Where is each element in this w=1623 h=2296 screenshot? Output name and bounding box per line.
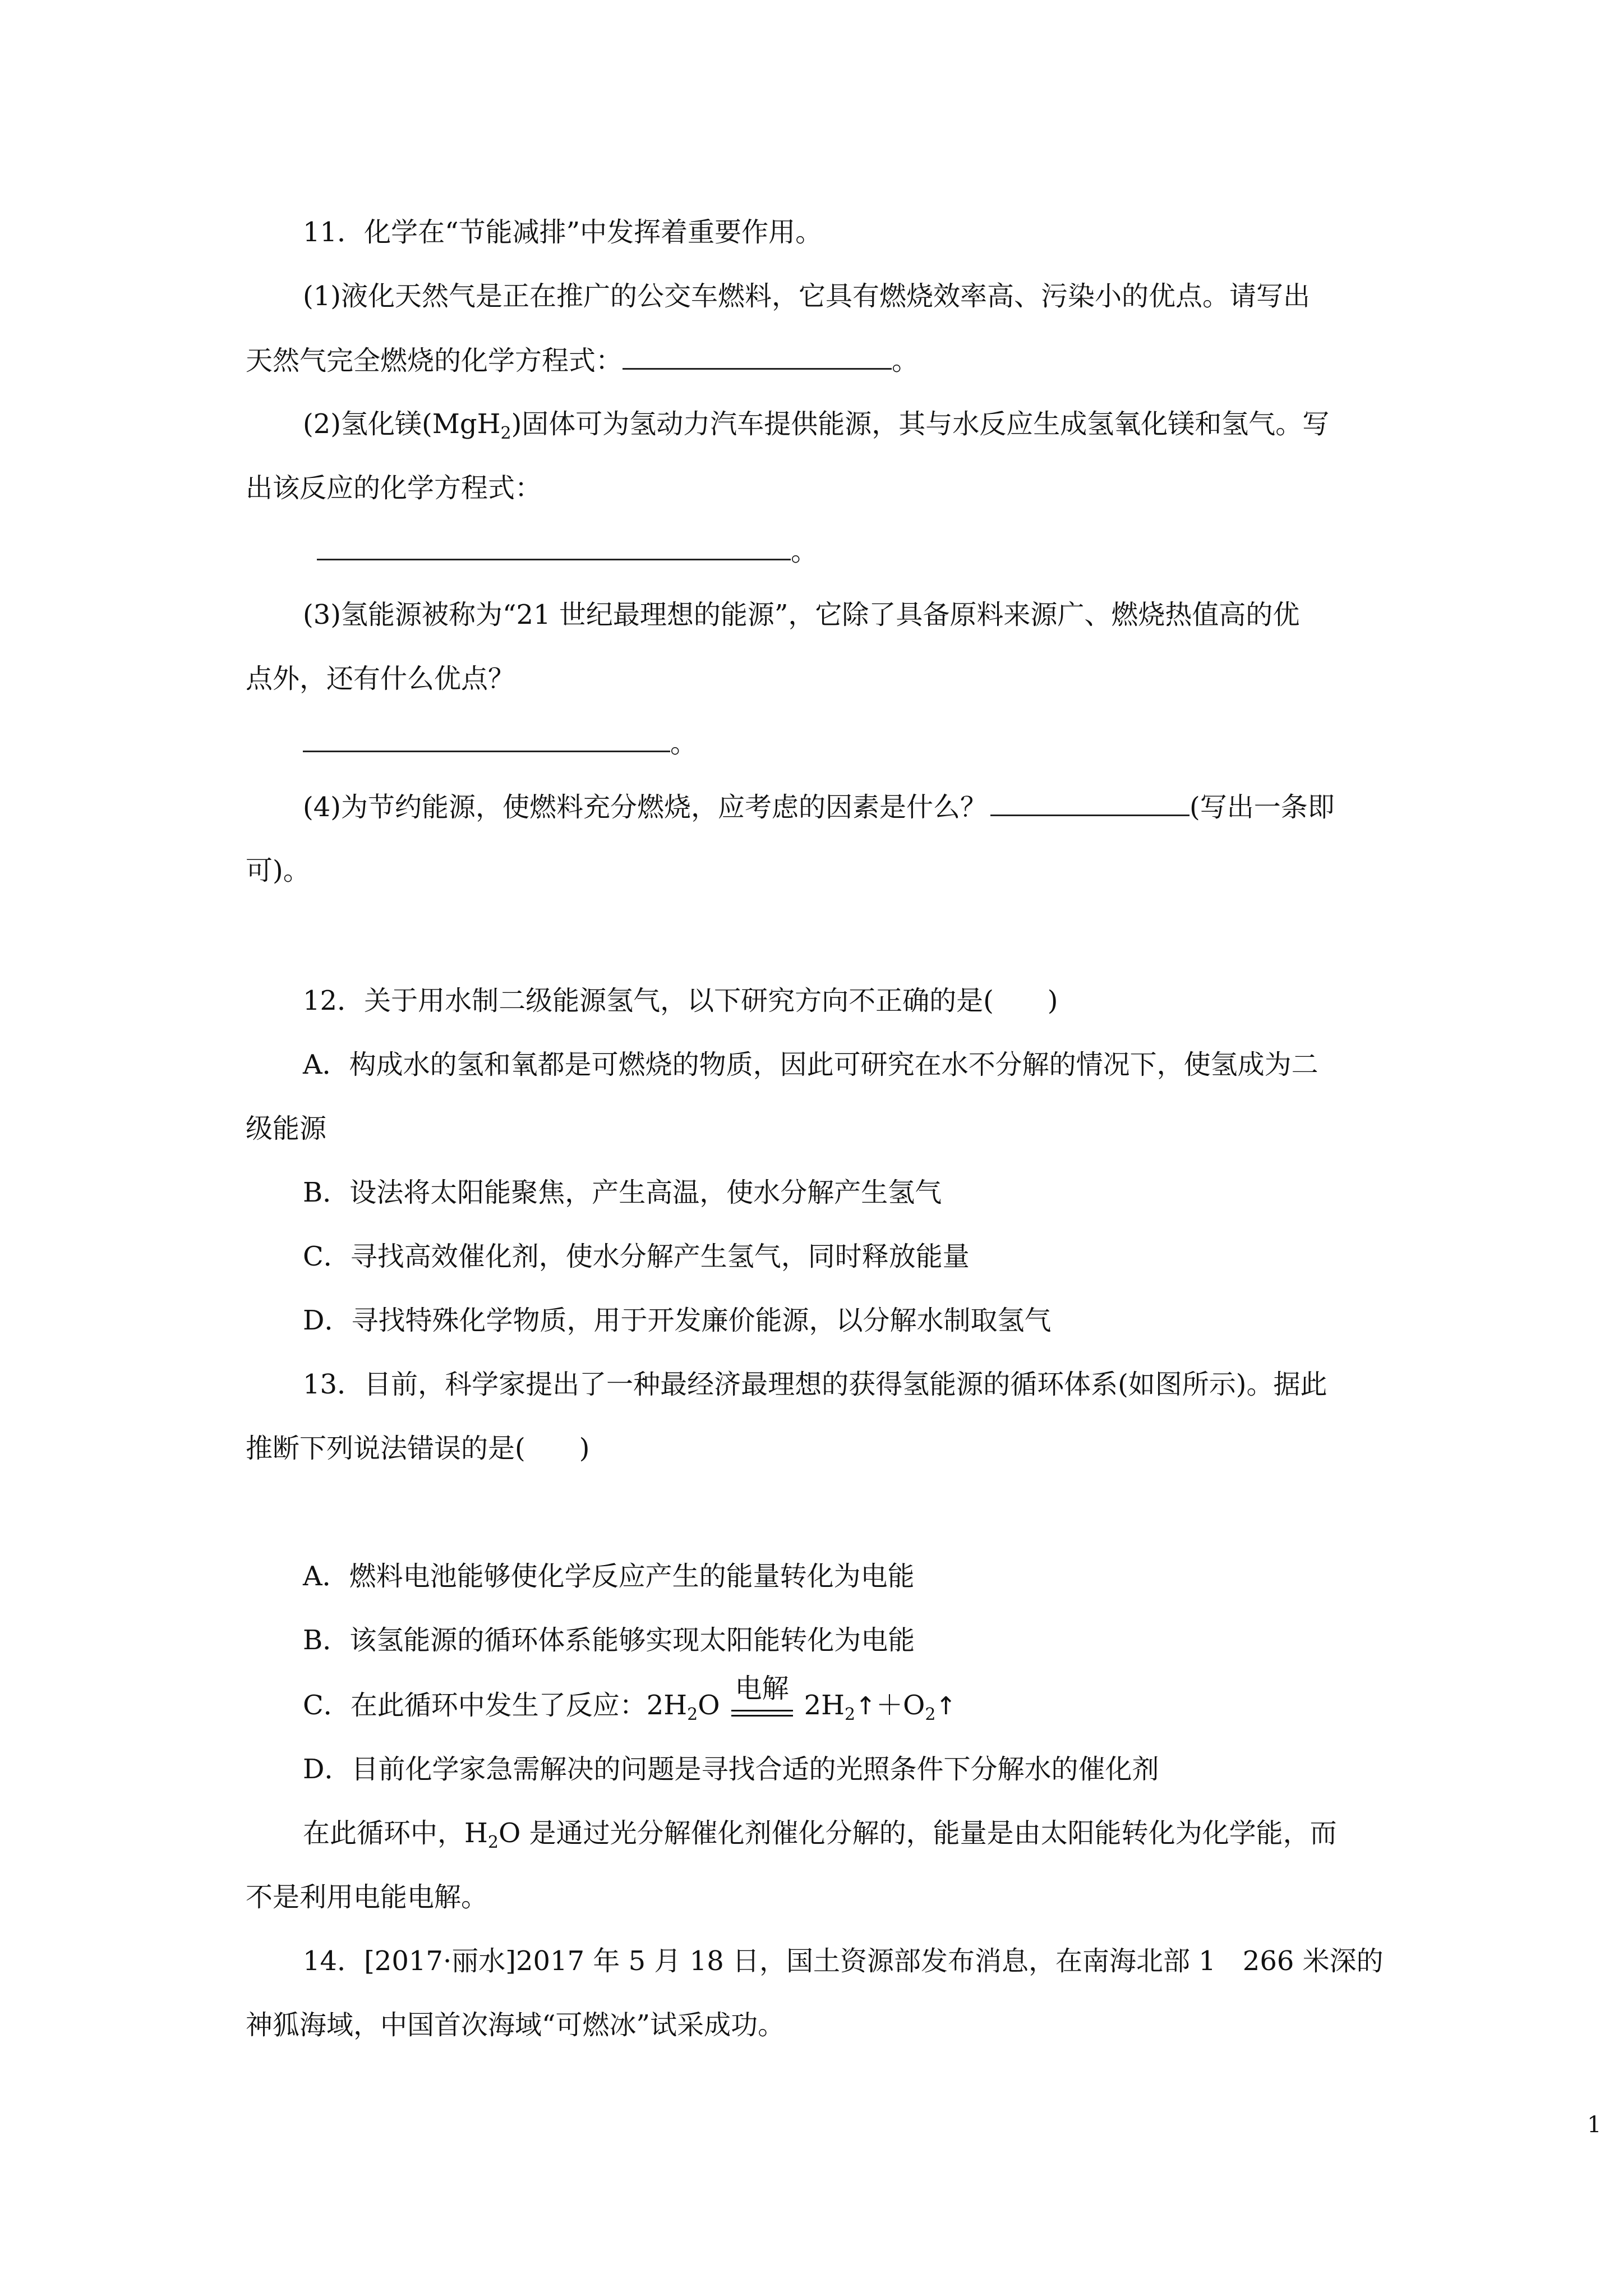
q11-part4-answer-blank[interactable] (990, 789, 1189, 816)
q11-title: 11．化学在“节能减排”中发挥着重要作用。 (303, 217, 823, 248)
q12-option-a-line1: A．构成水的氢和氧都是可燃烧的物质，因此可研究在水不分解的情况下，使氢成为二 (303, 1049, 1318, 1080)
q11-part2-answer-line: 。 (317, 533, 818, 569)
q13-option-b: B．该氢能源的循环体系能够实现太阳能转化为电能 (303, 1625, 915, 1656)
page-number: 1 (1587, 2112, 1602, 2138)
electrolysis-arrow (731, 1673, 793, 1723)
q11-part2-answer-blank[interactable] (317, 533, 791, 560)
q13-explanation-line2: 不是利用电能电解。 (246, 1881, 488, 1913)
q12-option-c: C．寻找高效催化剂，使水分解产生氢气，同时释放能量 (303, 1241, 970, 1272)
q11-part1-text: 天然气完全燃烧的化学方程式： (246, 345, 623, 376)
q13-option-c: C．在此循环中发生了反应：$2H_2O$ 电解 $2H_2↑+O_2↑$ (303, 1687, 956, 1724)
q11-part1-period: 。 (892, 345, 919, 376)
q11-part3-line1: (3)氢能源被称为“21 世纪最理想的能源”，它除了具备原料来源广、燃烧热值高的优 (303, 599, 1300, 631)
q14-title-line2: 神狐海域，中国首次海域“可燃冰”试采成功。 (246, 2009, 785, 2041)
q12-option-b: B．设法将太阳能聚焦，产生高温，使水分解产生氢气 (303, 1177, 942, 1208)
q13-title-line1: 13．目前，科学家提出了一种最经济最理想的获得氢能源的循环体系(如图所示)。据此 (303, 1369, 1327, 1400)
reaction-condition: 电解 (735, 1673, 789, 1704)
q11-part4-line1: (4)为节约能源，使燃料充分燃烧，应考虑的因素是什么？ (写出一条即 (303, 789, 1335, 825)
q11-part3-answer-blank[interactable] (303, 725, 670, 752)
q11-part1-line1: (1)液化天然气是正在推广的公交车燃料，它具有燃烧效率高、污染小的优点。请写出 (303, 280, 1310, 312)
q11-part3-answer-line: 。 (303, 725, 697, 761)
gas-up-arrow-icon: ↑ (935, 1692, 957, 1720)
q13-option-a: A．燃料电池能够使化学反应产生的能量转化为电能 (303, 1561, 915, 1592)
q11-part2-line2: 出该反应的化学方程式： (246, 472, 542, 504)
q11-part1-line2 (246, 342, 919, 379)
q11-part4-line2: 可)。 (246, 855, 310, 886)
q11-part1-answer-blank[interactable] (623, 342, 892, 370)
q12-title: 12．关于用水制二级能源氢气，以下研究方向不正确的是( ) (303, 985, 1058, 1016)
q14-title-line1: 14．[2017·丽水]2017 年 5 月 18 日，国土资源部发布消息，在南海北部 1 266 米深的 (303, 1945, 1384, 1977)
gas-up-arrow-icon: ↑ (855, 1692, 876, 1720)
q11-part3-line2: 点外，还有什么优点？ (246, 663, 515, 694)
q12-option-d: D．寻找特殊化学物质，用于开发廉价能源，以分解水制取氢气 (303, 1305, 1052, 1336)
q11-part2-line1: (2)氢化镁(MgH$_2$)固体可为氢动力汽车提供能源，其与水反应生成氢氧化镁和氢气。写 (303, 408, 1330, 443)
q13-title-line2: 推断下列说法错误的是( ) (246, 1433, 590, 1464)
q13-option-d: D．目前化学家急需解决的问题是寻找合适的光照条件下分解水的催化剂 (303, 1754, 1159, 1785)
q12-option-a-line2: 级能源 (246, 1113, 327, 1144)
q13-explanation-line1: 在此循环中，$H_2O$ 是通过光分解催化剂催化分解的，能量是由太阳能转化为化学能，而 (303, 1818, 1337, 1852)
